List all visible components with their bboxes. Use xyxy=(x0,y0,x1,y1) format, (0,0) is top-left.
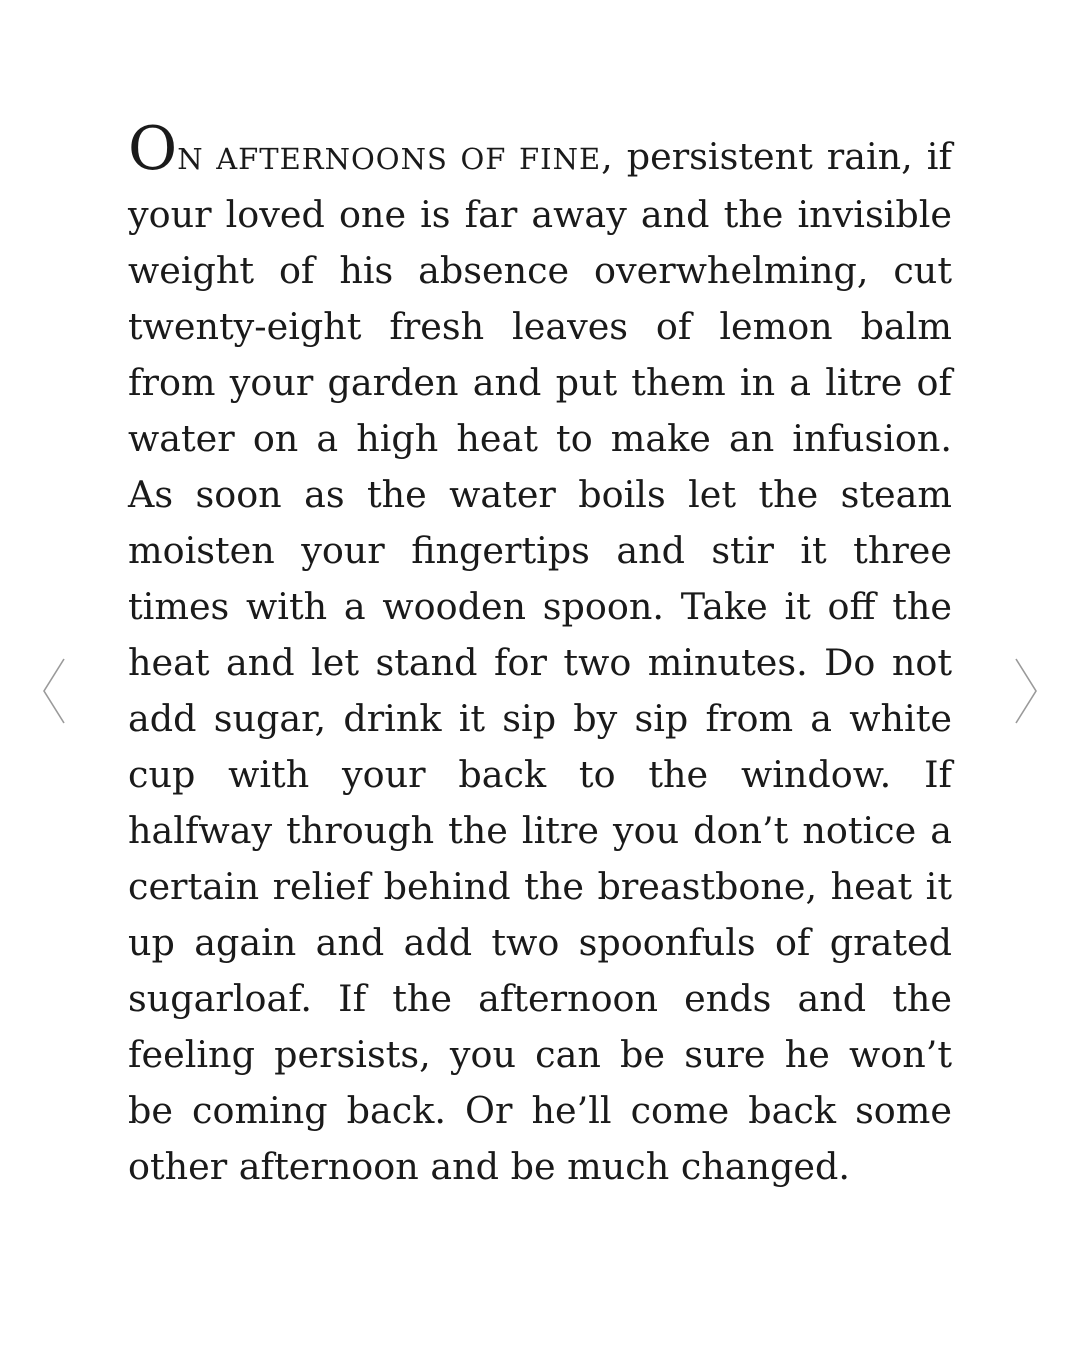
next-page-button[interactable] xyxy=(1012,656,1042,726)
lead-small-caps: N AFTERNOONS OF FINE xyxy=(177,142,602,176)
previous-page-button[interactable] xyxy=(38,656,68,726)
lead-in xyxy=(128,114,602,184)
reader-page xyxy=(128,114,952,1288)
paragraph-text: , persistent rain, if your loved one is far away and the invisible weight of his absence overwhelming, cut twenty-eight fresh leaves of lemon balm from your garden and put them in a litre of water on a high heat to make an infusion. As soon as the water boils let the steam moisten your fingertips and stir it three times with a wooden spoon. Take it off the heat and let stand for two minutes. Do not add sugar, drink it sip by sip from a white cup with your back to the window. If halfway through the litre you don’t notice a certain relief behind the breastbone, heat it up again and add two spoonfuls of grated sugarloaf. If the afternoon ends and the feeling persists, you can be sure he won’t be coming back. Or he’ll come back some other afternoon and be much changed. xyxy=(128,135,952,1188)
chevron-left-icon xyxy=(38,656,68,726)
body-paragraph xyxy=(128,114,952,1195)
chevron-right-icon xyxy=(1012,656,1042,726)
lead-initial: O xyxy=(128,114,178,184)
